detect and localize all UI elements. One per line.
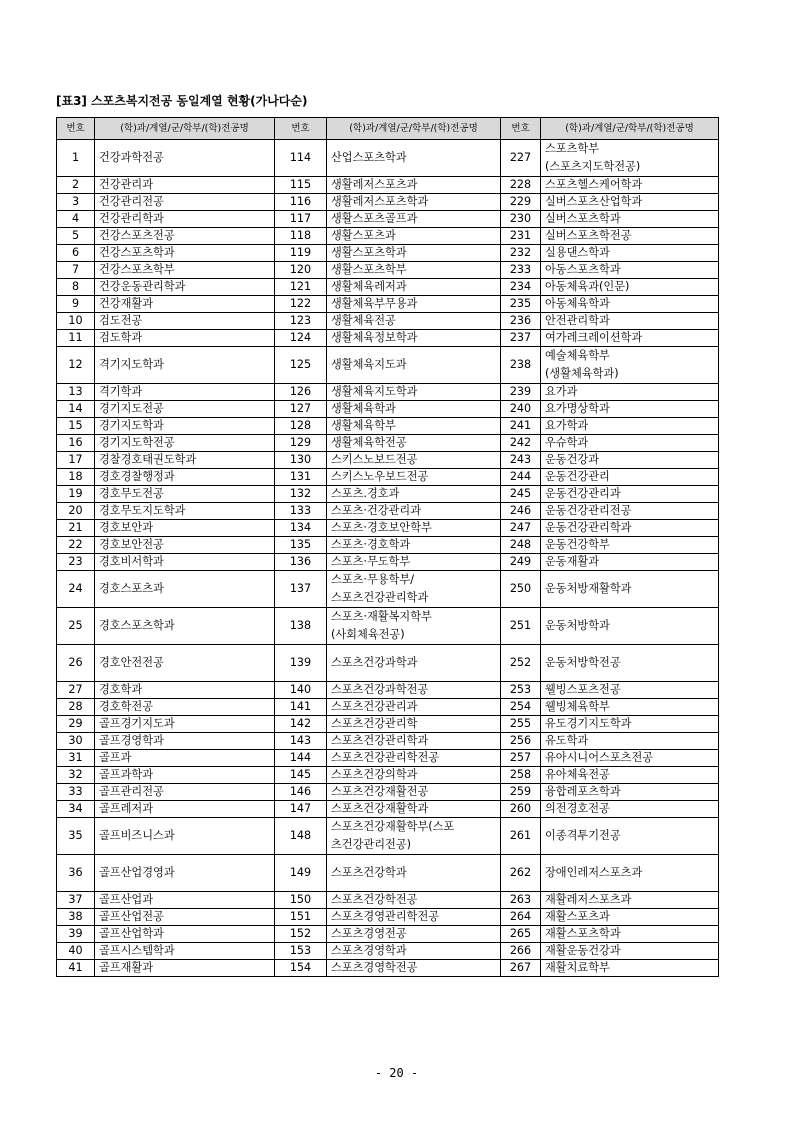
row-number-cell: 121 (275, 279, 327, 296)
row-number-cell: 38 (57, 909, 95, 926)
major-name-cell: 실버스포츠학과 (541, 211, 719, 228)
row-number-cell: 128 (275, 418, 327, 435)
row-number-cell: 262 (501, 855, 541, 892)
row-number-cell: 255 (501, 716, 541, 733)
major-name-cell: 경호보안전공 (95, 537, 275, 554)
major-name-cell: 생활레저스포츠과 (327, 177, 501, 194)
row-number-cell: 124 (275, 330, 327, 347)
major-name-cell: 스포츠건강재활학과 (327, 801, 501, 818)
table-row (57, 537, 719, 554)
row-number-cell: 152 (275, 926, 327, 943)
row-number-cell: 129 (275, 435, 327, 452)
header-major-2: (학)과/계열/군/학부/(학)전공명 (327, 118, 501, 140)
row-number-cell: 18 (57, 469, 95, 486)
major-name-cell: 스포츠학부 (스포츠지도학전공) (541, 140, 719, 177)
row-number-cell: 154 (275, 960, 327, 977)
row-number-cell: 231 (501, 228, 541, 245)
row-number-cell: 243 (501, 452, 541, 469)
major-name-cell: 실버스포츠학전공 (541, 228, 719, 245)
major-name-cell: 검도전공 (95, 313, 275, 330)
major-name-cell: 건강관리과 (95, 177, 275, 194)
table-row (57, 313, 719, 330)
major-name-cell: 건강관리학과 (95, 211, 275, 228)
major-name-cell: 건강스포츠학부 (95, 262, 275, 279)
major-name-cell: 산업스포츠학과 (327, 140, 501, 177)
row-number-cell: 233 (501, 262, 541, 279)
major-name-cell: 경기지도학과 (95, 418, 275, 435)
major-name-cell: 스포츠건강관리과 (327, 699, 501, 716)
row-number-cell: 242 (501, 435, 541, 452)
row-number-cell: 115 (275, 177, 327, 194)
row-number-cell: 36 (57, 855, 95, 892)
row-number-cell: 258 (501, 767, 541, 784)
row-number-cell: 267 (501, 960, 541, 977)
table-header-row (57, 118, 719, 140)
major-name-cell: 스포츠경영전공 (327, 926, 501, 943)
major-name-cell: 스포츠헬스케어학과 (541, 177, 719, 194)
header-number-1: 번호 (57, 118, 95, 140)
row-number-cell: 30 (57, 733, 95, 750)
major-name-cell: 스포츠건강과학전공 (327, 682, 501, 699)
page-number: - 20 - (374, 1066, 419, 1080)
row-number-cell: 153 (275, 943, 327, 960)
table-row (57, 716, 719, 733)
row-number-cell: 24 (57, 571, 95, 608)
major-name-cell: 스포츠건강의학과 (327, 767, 501, 784)
table-row (57, 909, 719, 926)
major-name-cell: 스포츠경영관리학전공 (327, 909, 501, 926)
row-number-cell: 123 (275, 313, 327, 330)
row-number-cell: 237 (501, 330, 541, 347)
row-number-cell: 10 (57, 313, 95, 330)
row-number-cell: 1 (57, 140, 95, 177)
row-number-cell: 142 (275, 716, 327, 733)
table-row (57, 245, 719, 262)
major-name-cell: 건강스포츠학과 (95, 245, 275, 262)
major-name-cell: 운동건강관리과 (541, 486, 719, 503)
major-name-cell: 재활스포츠과 (541, 909, 719, 926)
table-row (57, 211, 719, 228)
major-name-cell: 경호학과 (95, 682, 275, 699)
major-name-cell: 골프산업전공 (95, 909, 275, 926)
row-number-cell: 264 (501, 909, 541, 926)
major-name-cell: 스포츠건강관리학과 (327, 733, 501, 750)
major-name-cell: 검도학과 (95, 330, 275, 347)
major-name-cell: 유도학과 (541, 733, 719, 750)
major-name-cell: 운동건강과 (541, 452, 719, 469)
major-name-cell: 스포츠·재활복지학부 (사회체육전공) (327, 608, 501, 645)
row-number-cell: 148 (275, 818, 327, 855)
row-number-cell: 117 (275, 211, 327, 228)
major-name-cell: 골프산업과 (95, 892, 275, 909)
row-number-cell: 263 (501, 892, 541, 909)
row-number-cell: 260 (501, 801, 541, 818)
major-name-cell: 유아체육전공 (541, 767, 719, 784)
table-row (57, 435, 719, 452)
row-number-cell: 118 (275, 228, 327, 245)
table-row (57, 801, 719, 818)
major-name-cell: 스포츠건강재활전공 (327, 784, 501, 801)
row-number-cell: 145 (275, 767, 327, 784)
table-row (57, 784, 719, 801)
header-major-3: (학)과/계열/군/학부/(학)전공명 (541, 118, 719, 140)
row-number-cell: 130 (275, 452, 327, 469)
major-name-cell: 경호스포츠학과 (95, 608, 275, 645)
row-number-cell: 26 (57, 645, 95, 682)
row-number-cell: 227 (501, 140, 541, 177)
row-number-cell: 144 (275, 750, 327, 767)
major-name-cell: 이종격투기전공 (541, 818, 719, 855)
row-number-cell: 133 (275, 503, 327, 520)
row-number-cell: 131 (275, 469, 327, 486)
row-number-cell: 239 (501, 384, 541, 401)
table-row (57, 554, 719, 571)
row-number-cell: 6 (57, 245, 95, 262)
row-number-cell: 23 (57, 554, 95, 571)
row-number-cell: 251 (501, 608, 541, 645)
major-name-cell: 운동처방재활학과 (541, 571, 719, 608)
row-number-cell: 246 (501, 503, 541, 520)
row-number-cell: 119 (275, 245, 327, 262)
major-name-cell: 스포츠경영학과 (327, 943, 501, 960)
table-row (57, 733, 719, 750)
row-number-cell: 135 (275, 537, 327, 554)
major-name-cell: 유도경기지도학과 (541, 716, 719, 733)
table-row (57, 682, 719, 699)
table-row (57, 384, 719, 401)
major-name-cell: 골프관리전공 (95, 784, 275, 801)
major-name-cell: 생활체육레저과 (327, 279, 501, 296)
row-number-cell: 16 (57, 435, 95, 452)
row-number-cell: 151 (275, 909, 327, 926)
row-number-cell: 5 (57, 228, 95, 245)
major-name-cell: 운동건강관리전공 (541, 503, 719, 520)
major-name-cell: 여가레크레이션학과 (541, 330, 719, 347)
row-number-cell: 149 (275, 855, 327, 892)
major-name-cell: 격기학과 (95, 384, 275, 401)
header-number-3: 번호 (501, 118, 541, 140)
major-name-cell: 건강운동관리학과 (95, 279, 275, 296)
row-number-cell: 12 (57, 347, 95, 384)
table-row (57, 767, 719, 784)
major-name-cell: 생활체육지도과 (327, 347, 501, 384)
table-row (57, 262, 719, 279)
row-number-cell: 2 (57, 177, 95, 194)
table-row (57, 892, 719, 909)
row-number-cell: 147 (275, 801, 327, 818)
table-row (57, 228, 719, 245)
major-name-cell: 생활체육지도학과 (327, 384, 501, 401)
table-row (57, 960, 719, 977)
table-row (57, 926, 719, 943)
major-name-cell: 경호스포츠과 (95, 571, 275, 608)
major-name-cell: 생활스포츠학부 (327, 262, 501, 279)
row-number-cell: 235 (501, 296, 541, 313)
row-number-cell: 240 (501, 401, 541, 418)
table-row (57, 347, 719, 384)
major-name-cell: 요가명상학과 (541, 401, 719, 418)
row-number-cell: 229 (501, 194, 541, 211)
row-number-cell: 230 (501, 211, 541, 228)
row-number-cell: 247 (501, 520, 541, 537)
major-name-cell: 스포츠건강학과 (327, 855, 501, 892)
row-number-cell: 40 (57, 943, 95, 960)
major-name-cell: 의전경호전공 (541, 801, 719, 818)
row-number-cell: 266 (501, 943, 541, 960)
major-table (56, 117, 719, 977)
row-number-cell: 261 (501, 818, 541, 855)
row-number-cell: 8 (57, 279, 95, 296)
row-number-cell: 41 (57, 960, 95, 977)
major-name-cell: 생활스포츠학과 (327, 245, 501, 262)
row-number-cell: 257 (501, 750, 541, 767)
row-number-cell: 20 (57, 503, 95, 520)
major-name-cell: 안전관리학과 (541, 313, 719, 330)
major-name-cell: 생활체육정보학과 (327, 330, 501, 347)
row-number-cell: 122 (275, 296, 327, 313)
major-name-cell: 스포츠·무용학부/ 스포츠건강관리학과 (327, 571, 501, 608)
major-name-cell: 운동건강학부 (541, 537, 719, 554)
table-row (57, 486, 719, 503)
row-number-cell: 265 (501, 926, 541, 943)
row-number-cell: 138 (275, 608, 327, 645)
row-number-cell: 236 (501, 313, 541, 330)
row-number-cell: 31 (57, 750, 95, 767)
row-number-cell: 3 (57, 194, 95, 211)
table-row (57, 699, 719, 716)
table-row (57, 452, 719, 469)
major-name-cell: 건강관리전공 (95, 194, 275, 211)
major-name-cell: 골프경기지도과 (95, 716, 275, 733)
table-row (57, 571, 719, 608)
major-name-cell: 경호보안과 (95, 520, 275, 537)
major-name-cell: 생활스포츠골프과 (327, 211, 501, 228)
major-name-cell: 스포츠건강학전공 (327, 892, 501, 909)
row-number-cell: 19 (57, 486, 95, 503)
row-number-cell: 146 (275, 784, 327, 801)
major-name-cell: 스키스노우보드전공 (327, 469, 501, 486)
major-name-cell: 실버스포츠산업학과 (541, 194, 719, 211)
major-name-cell: 경호비서학과 (95, 554, 275, 571)
row-number-cell: 13 (57, 384, 95, 401)
major-name-cell: 운동처방학과 (541, 608, 719, 645)
major-name-cell: 경호학전공 (95, 699, 275, 716)
major-name-cell: 유아시니어스포츠전공 (541, 750, 719, 767)
major-name-cell: 스포츠건강관리학 (327, 716, 501, 733)
row-number-cell: 7 (57, 262, 95, 279)
major-name-cell: 격기지도학과 (95, 347, 275, 384)
major-name-cell: 스포츠·경호보안학부 (327, 520, 501, 537)
major-name-cell: 스포츠건강과학과 (327, 645, 501, 682)
row-number-cell: 134 (275, 520, 327, 537)
row-number-cell: 252 (501, 645, 541, 682)
row-number-cell: 21 (57, 520, 95, 537)
major-name-cell: 골프시스템학과 (95, 943, 275, 960)
major-name-cell: 운동건강관리 (541, 469, 719, 486)
major-name-cell: 건강과학전공 (95, 140, 275, 177)
major-name-cell: 스포츠·무도학부 (327, 554, 501, 571)
row-number-cell: 37 (57, 892, 95, 909)
row-number-cell: 141 (275, 699, 327, 716)
major-name-cell: 경찰경호태권도학과 (95, 452, 275, 469)
row-number-cell: 150 (275, 892, 327, 909)
table-body (57, 140, 719, 977)
major-name-cell: 아동스포츠학과 (541, 262, 719, 279)
major-name-cell: 경호무도전공 (95, 486, 275, 503)
major-name-cell: 재활운동건강과 (541, 943, 719, 960)
major-name-cell: 요가과 (541, 384, 719, 401)
table-row (57, 296, 719, 313)
row-number-cell: 33 (57, 784, 95, 801)
major-name-cell: 스포츠·경호학과 (327, 537, 501, 554)
major-name-cell: 아동체육학과 (541, 296, 719, 313)
major-name-cell: 융합레포츠학과 (541, 784, 719, 801)
row-number-cell: 256 (501, 733, 541, 750)
major-name-cell: 건강스포츠전공 (95, 228, 275, 245)
row-number-cell: 137 (275, 571, 327, 608)
major-name-cell: 실용댄스학과 (541, 245, 719, 262)
table-row (57, 177, 719, 194)
major-name-cell: 스포츠경영학전공 (327, 960, 501, 977)
major-name-cell: 생활체육학부 (327, 418, 501, 435)
major-name-cell: 요가학과 (541, 418, 719, 435)
major-name-cell: 웰빙스포츠전공 (541, 682, 719, 699)
major-name-cell: 골프경영학과 (95, 733, 275, 750)
row-number-cell: 127 (275, 401, 327, 418)
major-name-cell: 생활체육전공 (327, 313, 501, 330)
major-name-cell: 재활레저스포츠과 (541, 892, 719, 909)
table-row (57, 608, 719, 645)
major-name-cell: 경호무도지도학과 (95, 503, 275, 520)
row-number-cell: 244 (501, 469, 541, 486)
row-number-cell: 254 (501, 699, 541, 716)
major-name-cell: 웰빙체육학부 (541, 699, 719, 716)
major-name-cell: 골프재활과 (95, 960, 275, 977)
major-name-cell: 아동체육과(인문) (541, 279, 719, 296)
table-title: [표3] 스포츠복지전공 동일계열 현황(가나다순) (56, 94, 308, 108)
table-row (57, 503, 719, 520)
table-row (57, 750, 719, 767)
row-number-cell: 126 (275, 384, 327, 401)
row-number-cell: 238 (501, 347, 541, 384)
major-name-cell: 재활스포츠학과 (541, 926, 719, 943)
row-number-cell: 114 (275, 140, 327, 177)
row-number-cell: 17 (57, 452, 95, 469)
major-name-cell: 생활체육학전공 (327, 435, 501, 452)
row-number-cell: 27 (57, 682, 95, 699)
table-row (57, 418, 719, 435)
major-name-cell: 재활치료학부 (541, 960, 719, 977)
major-name-cell: 장애인레저스포츠과 (541, 855, 719, 892)
row-number-cell: 116 (275, 194, 327, 211)
major-name-cell: 스키스노보드전공 (327, 452, 501, 469)
major-name-cell: 골프산업학과 (95, 926, 275, 943)
row-number-cell: 11 (57, 330, 95, 347)
table-row (57, 469, 719, 486)
row-number-cell: 35 (57, 818, 95, 855)
row-number-cell: 245 (501, 486, 541, 503)
major-name-cell: 운동처방학전공 (541, 645, 719, 682)
table-row (57, 855, 719, 892)
row-number-cell: 14 (57, 401, 95, 418)
row-number-cell: 241 (501, 418, 541, 435)
major-name-cell: 생활레저스포츠학과 (327, 194, 501, 211)
major-name-cell: 스포츠건강재활학부(스포 츠건강관리전공) (327, 818, 501, 855)
row-number-cell: 140 (275, 682, 327, 699)
major-name-cell: 생활체육부무용과 (327, 296, 501, 313)
table-row (57, 330, 719, 347)
row-number-cell: 249 (501, 554, 541, 571)
major-name-cell: 골프레저과 (95, 801, 275, 818)
major-name-cell: 경기지도학전공 (95, 435, 275, 452)
table-row (57, 401, 719, 418)
major-name-cell: 골프비즈니스과 (95, 818, 275, 855)
row-number-cell: 25 (57, 608, 95, 645)
major-name-cell: 골프과학과 (95, 767, 275, 784)
row-number-cell: 259 (501, 784, 541, 801)
row-number-cell: 120 (275, 262, 327, 279)
header-major-1: (학)과/계열/군/학부/(학)전공명 (95, 118, 275, 140)
major-name-cell: 골프과 (95, 750, 275, 767)
major-name-cell: 경호안전전공 (95, 645, 275, 682)
major-name-cell: 스포츠건강관리학전공 (327, 750, 501, 767)
row-number-cell: 250 (501, 571, 541, 608)
row-number-cell: 253 (501, 682, 541, 699)
row-number-cell: 132 (275, 486, 327, 503)
row-number-cell: 39 (57, 926, 95, 943)
table-row (57, 818, 719, 855)
row-number-cell: 248 (501, 537, 541, 554)
major-name-cell: 경호경찰행정과 (95, 469, 275, 486)
row-number-cell: 34 (57, 801, 95, 818)
row-number-cell: 234 (501, 279, 541, 296)
row-number-cell: 32 (57, 767, 95, 784)
major-name-cell: 골프산업경영과 (95, 855, 275, 892)
table-row (57, 943, 719, 960)
row-number-cell: 232 (501, 245, 541, 262)
row-number-cell: 228 (501, 177, 541, 194)
row-number-cell: 139 (275, 645, 327, 682)
row-number-cell: 4 (57, 211, 95, 228)
major-name-cell: 생활체육학과 (327, 401, 501, 418)
major-name-cell: 스포츠.경호과 (327, 486, 501, 503)
table-row (57, 645, 719, 682)
major-name-cell: 건강재활과 (95, 296, 275, 313)
header-number-2: 번호 (275, 118, 327, 140)
row-number-cell: 136 (275, 554, 327, 571)
row-number-cell: 125 (275, 347, 327, 384)
table-row (57, 194, 719, 211)
major-name-cell: 운동건강관리학과 (541, 520, 719, 537)
table-row (57, 520, 719, 537)
major-name-cell: 우슈학과 (541, 435, 719, 452)
major-name-cell: 경기지도전공 (95, 401, 275, 418)
row-number-cell: 143 (275, 733, 327, 750)
row-number-cell: 22 (57, 537, 95, 554)
major-name-cell: 예술체육학부 (생활체육학과) (541, 347, 719, 384)
major-name-cell: 생활스포츠과 (327, 228, 501, 245)
major-name-cell: 스포츠·건강관리과 (327, 503, 501, 520)
row-number-cell: 28 (57, 699, 95, 716)
row-number-cell: 9 (57, 296, 95, 313)
table-row (57, 140, 719, 177)
row-number-cell: 29 (57, 716, 95, 733)
table-row (57, 279, 719, 296)
major-name-cell: 운동재활과 (541, 554, 719, 571)
row-number-cell: 15 (57, 418, 95, 435)
